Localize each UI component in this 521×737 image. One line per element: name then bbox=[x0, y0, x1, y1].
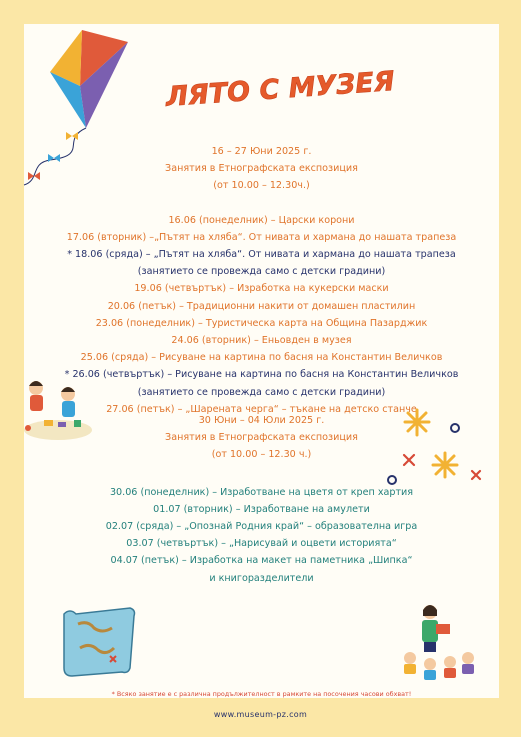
week1-activity-item: 23.06 (понеделник) – Туристическа карта на Община Пазарджик bbox=[95, 317, 428, 329]
website-link[interactable]: www.museum-pz.com bbox=[213, 710, 308, 719]
reading-teacher-illustration bbox=[400, 600, 480, 682]
poster-title-text: ЛЯТО С МУЗЕЯ bbox=[164, 66, 396, 113]
week1-activity-item: 24.06 (вторник) – Еньовден в музея bbox=[171, 335, 352, 347]
children-playing-illustration bbox=[18, 372, 93, 444]
stars-decoration bbox=[380, 395, 495, 505]
week2-activity-item: 01.07 (вторник) – Изработване на амулети bbox=[153, 503, 370, 515]
footnote: * Всяко занятие е с различна продължителност в рамките на посочения часови обхват! bbox=[111, 690, 412, 698]
week1-venue: Занятия в Етнографската експозиция bbox=[165, 163, 358, 175]
week2-activity-item: 03.07 (четвъртък) – „Нарисувай и оцвети историята“ bbox=[126, 538, 397, 550]
week1-hours: (от 10.00 – 12.30ч.) bbox=[213, 180, 310, 192]
week1-list bbox=[24, 212, 499, 418]
week2-activity-item: 04.07 (петък) – Изработка на макет на паметника „Шипка“ bbox=[110, 555, 413, 567]
week2-activity-item: и книгоразделители bbox=[209, 572, 314, 584]
week1-activity-item: 19.06 (четвъртък) – Изработка на кукерски маски bbox=[134, 283, 389, 295]
week1-dates: 16 – 27 Юни 2025 г. bbox=[211, 146, 312, 157]
week2-activity-item: 30.06 (понеделник) – Изработване на цветя от креп хартия bbox=[109, 486, 414, 498]
treasure-map-illustration bbox=[58, 600, 138, 678]
week2-dates: 30 Юни – 04 Юли 2025 г. bbox=[198, 415, 325, 426]
week1-activity-item: (занятието се провежда само с детски градини) bbox=[137, 386, 386, 398]
week1-activity-item: 17.06 (вторник) –„Пътят на хляба“. От нивата и хармана до нашата трапеза bbox=[66, 231, 457, 243]
week2-venue: Занятия в Етнографската експозиция bbox=[165, 432, 358, 444]
week2-activity-item: 02.07 (сряда) – „Опознай Родния край“ – образователна игра bbox=[105, 521, 418, 533]
week1-activity-item: 25.06 (сряда) – Рисуване на картина по басня на Константин Величков bbox=[80, 352, 443, 364]
week1-activity-item: 20.06 (петък) – Традиционни накити от домашен пластилин bbox=[107, 300, 416, 312]
week1-section bbox=[24, 143, 499, 418]
poster-title bbox=[160, 58, 400, 114]
week1-activity-item: 16.06 (понеделник) – Царски корони bbox=[168, 214, 355, 226]
week1-activity-item: * 18.06 (сряда) – „Пътят на хляба“. От нивата и хармана до нашата трапеза bbox=[67, 249, 456, 261]
week1-activity-item: * 26.06 (четвъртък) – Рисуване на картина по басня на Константин Величков bbox=[64, 369, 459, 381]
week1-activity-item: (занятието се провежда само с детски градини) bbox=[137, 266, 386, 278]
week1-activity-item: 27.06 (петък) – „Шарената черга“ – тъкане на детско станче bbox=[106, 403, 417, 415]
week2-hours: (от 10.00 – 12.30 ч.) bbox=[211, 449, 312, 461]
